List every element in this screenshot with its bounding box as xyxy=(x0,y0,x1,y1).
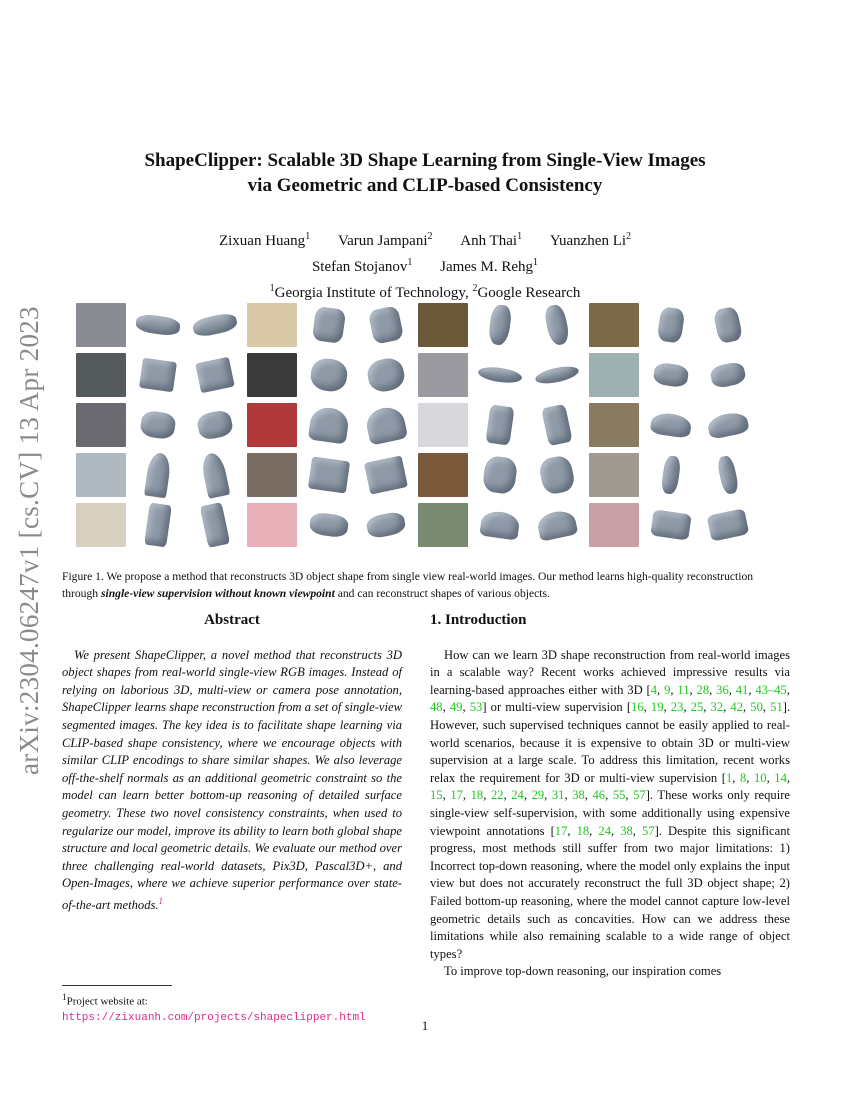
shape-render xyxy=(538,454,577,496)
author xyxy=(338,233,433,249)
citation-link[interactable]: 42 xyxy=(730,700,744,715)
abstract-body xyxy=(62,647,402,915)
photo-image xyxy=(247,403,297,447)
intro-text: , xyxy=(766,770,775,785)
monitor-reconstruction xyxy=(132,352,184,398)
citation-link[interactable]: 16 xyxy=(631,700,644,715)
citation-link[interactable]: 36 xyxy=(716,682,729,697)
motorcycle-photo xyxy=(75,402,127,448)
shape-render xyxy=(716,455,740,495)
shoe-reconstruction xyxy=(360,502,412,548)
citation-link[interactable]: 55 xyxy=(612,788,626,803)
citation-link[interactable]: 10 xyxy=(753,770,767,785)
photo-image xyxy=(76,403,126,447)
intro-text: , xyxy=(732,770,740,785)
photo-image xyxy=(247,353,297,397)
citation-link[interactable]: 38 xyxy=(620,823,633,838)
photo-image xyxy=(76,353,126,397)
chair-reconstruction xyxy=(189,502,241,548)
photo-image xyxy=(589,303,639,347)
intro-text: , xyxy=(584,788,593,803)
citation-link[interactable]: 41 xyxy=(735,682,749,697)
bag-reconstruction xyxy=(474,452,526,498)
abstract-heading: Abstract xyxy=(204,612,260,628)
shape-render xyxy=(650,411,693,438)
citation-link[interactable]: 32 xyxy=(710,700,724,715)
intro-text: How can we learn 3D shape reconstruction from real-world images in a scalable way? Recent works achieved impressive results via learning-based approaches either with 3D [ xyxy=(430,647,790,697)
citation-link[interactable]: 38 xyxy=(572,788,585,803)
caption-text: and can reconstruct shapes of various objects. xyxy=(334,587,550,600)
toy-reconstruction xyxy=(360,352,412,398)
shape-render xyxy=(144,452,172,499)
shape-render xyxy=(653,362,690,389)
intro-text: , xyxy=(786,682,790,697)
paper-title xyxy=(0,148,850,198)
title-line-2: via Geometric and CLIP-based Consistency xyxy=(247,175,603,196)
authors-line-1 xyxy=(0,226,850,252)
swan-reconstruction xyxy=(702,352,754,398)
shape-render xyxy=(200,502,230,548)
affiliation-mark: 1 xyxy=(407,257,413,268)
motorcycle-reconstruction xyxy=(132,402,184,448)
shape-render xyxy=(196,409,235,442)
photo-image xyxy=(418,353,468,397)
boat-reconstruction xyxy=(531,352,583,398)
shape-render xyxy=(650,509,691,540)
shape-render xyxy=(368,305,404,344)
shape-render xyxy=(200,451,231,499)
shape-render xyxy=(536,508,579,541)
shape-render xyxy=(365,356,407,395)
shape-render xyxy=(192,312,239,339)
car-reconstruction xyxy=(189,302,241,348)
shape-render xyxy=(135,313,181,337)
citation-link[interactable]: 24 xyxy=(511,788,524,803)
chair-reconstruction xyxy=(132,502,184,548)
photo-image xyxy=(247,303,297,347)
citation-link[interactable]: 53 xyxy=(469,700,483,715)
shape-render xyxy=(144,503,172,548)
intro-text: , xyxy=(643,700,651,715)
caption-text: Figure 1. We propose a method that reconstructs 3D object shape from single view real-world images. Our method learns high-quality reconstruction through xyxy=(62,570,754,600)
intro-text: , xyxy=(689,682,697,697)
author-block xyxy=(0,226,850,304)
shoe-reconstruction xyxy=(303,502,355,548)
affiliation-mark: 1 xyxy=(269,283,275,294)
mug-photo xyxy=(246,302,298,348)
author-name: Stefan Stojanov xyxy=(311,259,408,275)
citation-link[interactable]: 28 xyxy=(696,682,710,697)
affiliation: Google Research xyxy=(477,285,581,301)
pillow-reconstruction xyxy=(645,502,697,548)
laptop-photo xyxy=(246,452,298,498)
car-reconstruction xyxy=(132,302,184,348)
shape-render xyxy=(543,303,571,346)
intro-text: , xyxy=(670,682,678,697)
intro-text: , xyxy=(503,788,512,803)
affiliation-mark: 2 xyxy=(472,283,478,294)
author-name: Yuanzhen Li xyxy=(549,233,627,249)
boot-photo xyxy=(417,402,469,448)
intro-text: , xyxy=(605,788,613,803)
caption-emphasis: single-view supervision without known viewpoint xyxy=(100,587,335,600)
intro-text: , xyxy=(709,682,717,697)
photo-image xyxy=(589,403,639,447)
author-name: Zixuan Huang xyxy=(218,233,306,249)
author xyxy=(312,259,412,275)
footnote-text: Project website at: xyxy=(66,995,148,1008)
cap-reconstruction xyxy=(531,502,583,548)
intro-text: , xyxy=(748,682,756,697)
intro-text: , xyxy=(663,700,671,715)
horse-photo xyxy=(588,302,640,348)
intro-text: , xyxy=(723,700,731,715)
intro-text: , xyxy=(743,700,751,715)
photo-image xyxy=(418,503,468,547)
author xyxy=(460,233,522,249)
mug-reconstruction xyxy=(360,302,412,348)
intro-text: , xyxy=(703,700,711,715)
intro-text: , xyxy=(786,770,791,785)
arxiv-stamp: arXiv:2304.06247v1 [cs.CV] 13 Apr 2023 xyxy=(14,306,44,775)
intro-text: , xyxy=(746,770,754,785)
intro-text: , xyxy=(564,788,573,803)
shape-render xyxy=(541,404,572,446)
guitar-photo xyxy=(588,452,640,498)
shape-render xyxy=(534,364,580,387)
citation-link[interactable]: 24 xyxy=(598,823,611,838)
guitar-reconstruction xyxy=(645,452,697,498)
author-name: James M. Rehg xyxy=(440,259,534,275)
shape-render xyxy=(309,511,350,538)
intro-text: , xyxy=(625,788,634,803)
intro-text: , xyxy=(483,788,491,803)
figure-caption xyxy=(62,568,792,602)
citation-link[interactable]: 43–45 xyxy=(755,682,787,697)
citation-link[interactable]: 19 xyxy=(650,700,664,715)
introduction-section xyxy=(430,612,790,981)
citation-link[interactable]: 46 xyxy=(592,788,606,803)
shape-render xyxy=(364,455,408,494)
citation-link[interactable]: 17 xyxy=(554,823,568,838)
photo-image xyxy=(76,503,126,547)
affiliation-mark: 1 xyxy=(517,231,523,242)
intro-text: , xyxy=(610,823,621,838)
introduction-heading: 1. Introduction xyxy=(430,612,527,628)
photo-image xyxy=(589,503,639,547)
cap-photo xyxy=(417,502,469,548)
photo-image xyxy=(418,303,468,347)
boot-reconstruction xyxy=(531,402,583,448)
intro-text: To improve top-down reasoning, our inspiration comes xyxy=(444,964,722,979)
title-line-1: ShapeClipper: Scalable 3D Shape Learning from Single-View Images xyxy=(144,150,706,171)
author-name: Varun Jampani xyxy=(337,233,428,249)
figure-1-grid xyxy=(75,302,757,548)
shape-render xyxy=(485,405,514,446)
author-name: Anh Thai xyxy=(460,233,518,249)
photo-image xyxy=(247,503,297,547)
laptop-reconstruction xyxy=(360,452,412,498)
lamp-reconstruction xyxy=(189,452,241,498)
photo-image xyxy=(589,453,639,497)
citation-link[interactable]: 49 xyxy=(449,700,463,715)
affiliation-mark: 1 xyxy=(533,257,539,268)
vase-reconstruction xyxy=(531,302,583,348)
bag-reconstruction xyxy=(531,452,583,498)
citation-link[interactable]: 50 xyxy=(750,700,763,715)
intro-text: , xyxy=(462,700,470,715)
citation-link[interactable]: 9 xyxy=(664,682,671,697)
horse-reconstruction xyxy=(702,302,754,348)
citation-link[interactable]: 57 xyxy=(633,788,646,803)
swan-reconstruction xyxy=(645,352,697,398)
intro-text: ]. However, such supervised techniques cannot be easily applied to real-world scenarios, because it is expensive to obtain 3D or multi-view supervision at a large scale. To address this limitation, recent works relax the requirement for 3D or multi-view supervision [ xyxy=(430,700,791,785)
shape-render xyxy=(477,365,523,385)
photo-image xyxy=(247,453,297,497)
chair-photo xyxy=(75,502,127,548)
intro-text: , xyxy=(442,788,451,803)
citation-link[interactable]: 4 xyxy=(650,682,658,697)
abstract-text: We present ShapeClipper, a novel method that reconstructs 3D object shapes from real-world single-view RGB images. Instead of relying on laborious 3D, multi-view or camera pose annotation, ShapeClipper learns shape reconstruction from a set of single-view segmented images. The key idea is to facilitate shape learning via CLIP-based shape consistency, where we encourage objects with similar CLIP encodings to share similar shapes. We also leverage off-the-shelf normals as an additional geometric constraint so the model can learn better bottom-up reasoning of detailed surface geometry. These two novel consistency constraints, when used to regularize our model, improve its ability to learn both global shape structure and local geometric details. We evaluate our method over three challenging real-world datasets, Pix3D, Pascal3D+, and Open-Images, where we achieve superior performance over state-of-the-art methods. xyxy=(62,647,402,913)
shape-render xyxy=(139,410,176,440)
guitar-reconstruction xyxy=(702,452,754,498)
page-number: 1 xyxy=(421,1018,429,1033)
affiliation-mark: 2 xyxy=(626,231,632,242)
photo-image xyxy=(418,403,468,447)
shoe-photo xyxy=(246,502,298,548)
intro-text: , xyxy=(683,700,691,715)
shape-render xyxy=(365,510,407,539)
lamp-reconstruction xyxy=(132,452,184,498)
shape-render xyxy=(706,410,750,440)
affiliation-mark: 2 xyxy=(427,231,433,242)
shape-render xyxy=(139,358,177,392)
citation-link[interactable]: 23 xyxy=(670,700,684,715)
intro-text: , xyxy=(728,682,736,697)
shape-render xyxy=(312,306,346,344)
shape-render xyxy=(709,361,747,390)
citation-link[interactable]: 57 xyxy=(642,823,655,838)
citation-link[interactable]: 11 xyxy=(677,682,690,697)
citation-link[interactable]: 22 xyxy=(490,788,504,803)
intro-text: ]. These works only require single-view self-supervision, with some additionally using expensive viewpoint annotations [ xyxy=(430,788,791,838)
footnote-mark: 1 xyxy=(62,992,67,1002)
lamp-photo xyxy=(75,452,127,498)
monitor-photo xyxy=(75,352,127,398)
shape-render xyxy=(657,306,685,343)
shape-render xyxy=(309,357,349,394)
photo-image xyxy=(589,353,639,397)
mug-reconstruction xyxy=(303,302,355,348)
pillow-photo xyxy=(588,502,640,548)
intro-text: , xyxy=(657,682,665,697)
boat-photo xyxy=(417,352,469,398)
pillow-reconstruction xyxy=(702,502,754,548)
mushroom-reconstruction xyxy=(303,402,355,448)
affiliation-mark: 1 xyxy=(305,231,311,242)
intro-text: , xyxy=(567,823,577,838)
monitor-reconstruction xyxy=(189,352,241,398)
citation-link[interactable]: 14 xyxy=(774,770,787,785)
shape-render xyxy=(707,508,750,541)
citation-link[interactable]: 48 xyxy=(430,700,443,715)
photo-image xyxy=(76,453,126,497)
intro-paragraph xyxy=(430,647,790,964)
citation-link[interactable]: 17 xyxy=(450,788,463,803)
mushroom-reconstruction xyxy=(360,402,412,448)
boat-reconstruction xyxy=(474,352,526,398)
intro-text: , xyxy=(442,700,450,715)
toy-reconstruction xyxy=(303,352,355,398)
author xyxy=(219,233,310,249)
citation-link[interactable]: 31 xyxy=(551,788,565,803)
shape-render xyxy=(482,455,519,495)
photo-image xyxy=(76,303,126,347)
intro-text: , xyxy=(589,823,599,838)
intro-text: , xyxy=(523,788,532,803)
citation-link[interactable]: 18 xyxy=(576,823,590,838)
intro-text: , xyxy=(632,823,643,838)
shape-render xyxy=(308,457,350,494)
citation-link[interactable]: 51 xyxy=(770,700,783,715)
boot-reconstruction xyxy=(474,402,526,448)
citation-link[interactable]: 8 xyxy=(739,770,747,785)
shape-render xyxy=(713,306,744,344)
introduction-body xyxy=(430,647,790,981)
footnote-rule xyxy=(62,985,172,986)
motorcycle-reconstruction xyxy=(189,402,241,448)
shape-render xyxy=(660,455,681,495)
intro-text: , xyxy=(762,700,771,715)
citation-link[interactable]: 25 xyxy=(690,700,704,715)
toy-photo xyxy=(246,352,298,398)
vase-reconstruction xyxy=(474,302,526,348)
horse-reconstruction xyxy=(645,302,697,348)
shape-render xyxy=(479,509,520,540)
intro-paragraph xyxy=(430,963,790,981)
intro-text: , xyxy=(544,788,552,803)
cap-reconstruction xyxy=(474,502,526,548)
bag-photo xyxy=(417,452,469,498)
hat-reconstruction xyxy=(645,402,697,448)
intro-text: ]. Despite this significant progress, most methods still suffer from two major limitations: 1) Incorrect top-down reasoning, where the model only explains the input view but does not accurately reconstruct the full 3D object shape; 2) Failed bottom-up reasoning, where the model cannot capture low-level geometric details such as concavities. How can we address these limitations while also remaining scalable to a wide range of object types? xyxy=(430,823,790,961)
laptop-reconstruction xyxy=(303,452,355,498)
citation-link[interactable]: 18 xyxy=(470,788,484,803)
shape-render xyxy=(364,404,408,445)
photo-image xyxy=(418,453,468,497)
hat-photo xyxy=(588,402,640,448)
citation-link[interactable]: 15 xyxy=(430,788,443,803)
citation-link[interactable]: 29 xyxy=(531,788,545,803)
mushroom-photo xyxy=(246,402,298,448)
citation-link[interactable]: 1 xyxy=(725,770,733,785)
shape-render xyxy=(195,357,234,393)
author xyxy=(550,233,631,249)
footnote-marker[interactable]: 1 xyxy=(158,895,164,906)
shape-render xyxy=(487,304,512,346)
shape-render xyxy=(308,406,350,445)
hat-reconstruction xyxy=(702,402,754,448)
project-website-link[interactable]: https://zixuanh.com/projects/shapeclipper.html xyxy=(62,1011,366,1024)
swan-photo xyxy=(588,352,640,398)
author xyxy=(440,259,538,275)
affiliations xyxy=(0,278,850,304)
abstract-section xyxy=(62,612,402,915)
affiliation: Georgia Institute of Technology, xyxy=(274,285,473,301)
intro-text: ] or multi-view supervision [ xyxy=(482,700,632,715)
intro-text: , xyxy=(462,788,471,803)
vase-photo xyxy=(417,302,469,348)
authors-line-2 xyxy=(0,252,850,278)
car-photo xyxy=(75,302,127,348)
